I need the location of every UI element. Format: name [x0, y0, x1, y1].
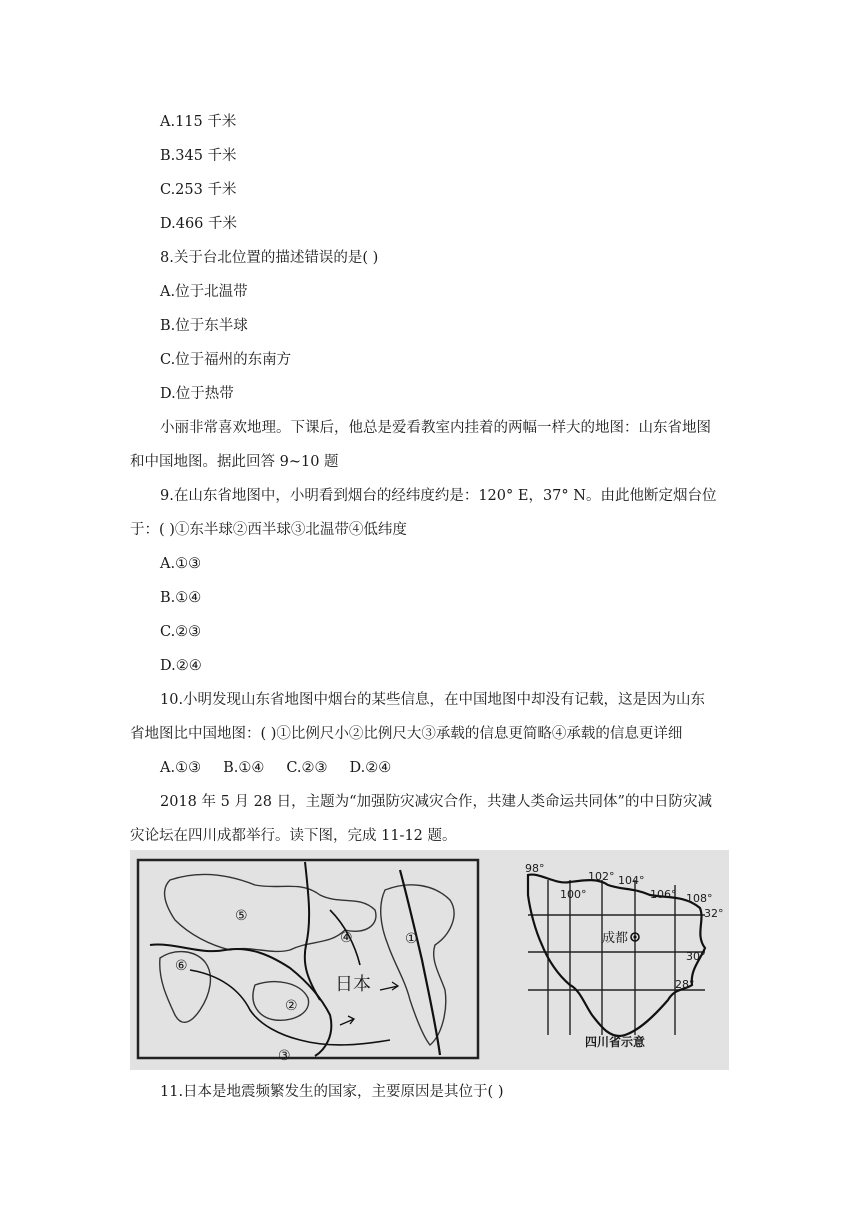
q11-stem: 11.日本是地震频繁发生的国家，主要原因是其位于( ) [160, 1084, 504, 1100]
q8-stem: 8.关于台北位置的描述错误的是( ) [160, 250, 379, 266]
plate-label-6: ⑥ [175, 958, 188, 974]
plate-label-4: ④ [340, 930, 353, 946]
intro-9-10-line1: 小丽非常喜欢地理。下课后，他总是爱看教室内挂着的两幅一样大的地图：山东省地图 [160, 420, 711, 436]
plate-label-3: ③ [278, 1048, 291, 1064]
q10-option-a: A.①③ [160, 760, 202, 776]
q9-option-b: B.①④ [160, 590, 202, 606]
q8-option-c: C.位于福州的东南方 [160, 352, 292, 368]
q10-option-c: C.②③ [286, 760, 328, 776]
lon-label-100: 100° [560, 888, 587, 901]
plate-label-1: ① [405, 931, 418, 947]
plate-label-2: ② [285, 998, 298, 1014]
q9-stem-line1: 9.在山东省地图中，小明看到烟台的经纬度约是：120° E，37° N。由此他断定烟台位 [160, 488, 717, 504]
q7-option-d: D.466 千米 [160, 216, 238, 232]
q9-option-a: A.①③ [160, 556, 202, 572]
lat-label-32: 32° [704, 907, 724, 920]
lon-label-104: 104° [618, 874, 645, 887]
japan-label: 日本 [335, 974, 371, 995]
q10-stem-line1: 10.小明发现山东省地图中烟台的某些信息，在中国地图中却没有记载，这是因为山东 [160, 692, 706, 708]
world-plate-map [138, 860, 478, 1064]
q7-option-a: A.115 千米 [160, 114, 237, 130]
q8-option-d: D.位于热带 [160, 386, 234, 402]
sichuan-caption: 四川省示意 [585, 1035, 646, 1049]
intro-11-12-line1: 2018 年 5 月 28 日，主题为“加强防灾减灾合作，共建人类命运共同体”的中日防灾减 [160, 794, 712, 810]
q9-option-d: D.②④ [160, 658, 202, 674]
q10-option-d: D.②④ [349, 760, 392, 776]
q9-stem-line2: 于：( )①东半球②西半球③北温带④低纬度 [130, 522, 407, 538]
lat-label-28: 28° [675, 978, 695, 991]
lon-label-98: 98° [525, 862, 545, 875]
q7-option-b: B.345 千米 [160, 148, 237, 164]
sichuan-map [525, 862, 724, 1049]
plate-label-5: ⑤ [235, 908, 248, 924]
lat-label-30: 30° [686, 950, 706, 963]
lon-label-106: 106° [650, 888, 677, 901]
map-figure [130, 850, 729, 1070]
intro-11-12-line2: 灾论坛在四川成都举行。读下图，完成 11-12 题。 [130, 828, 457, 844]
lon-label-102: 102° [588, 870, 615, 883]
q10-option-b: B.①④ [223, 760, 265, 776]
chengdu-label: 成都 [602, 931, 629, 946]
q10-options [160, 758, 413, 778]
intro-9-10-line2: 和中国地图。据此回答 9~10 题 [130, 454, 339, 470]
q7-option-c: C.253 千米 [160, 182, 237, 198]
q10-stem-line2: 省地图比中国地图：( )①比例尺小②比例尺大③承载的信息更简略④承载的信息更详细 [130, 726, 683, 742]
q9-option-c: C.②③ [160, 624, 202, 640]
q8-option-a: A.位于北温带 [160, 284, 248, 300]
lon-label-108: 108° [686, 892, 713, 905]
q8-option-b: B.位于东半球 [160, 318, 248, 334]
